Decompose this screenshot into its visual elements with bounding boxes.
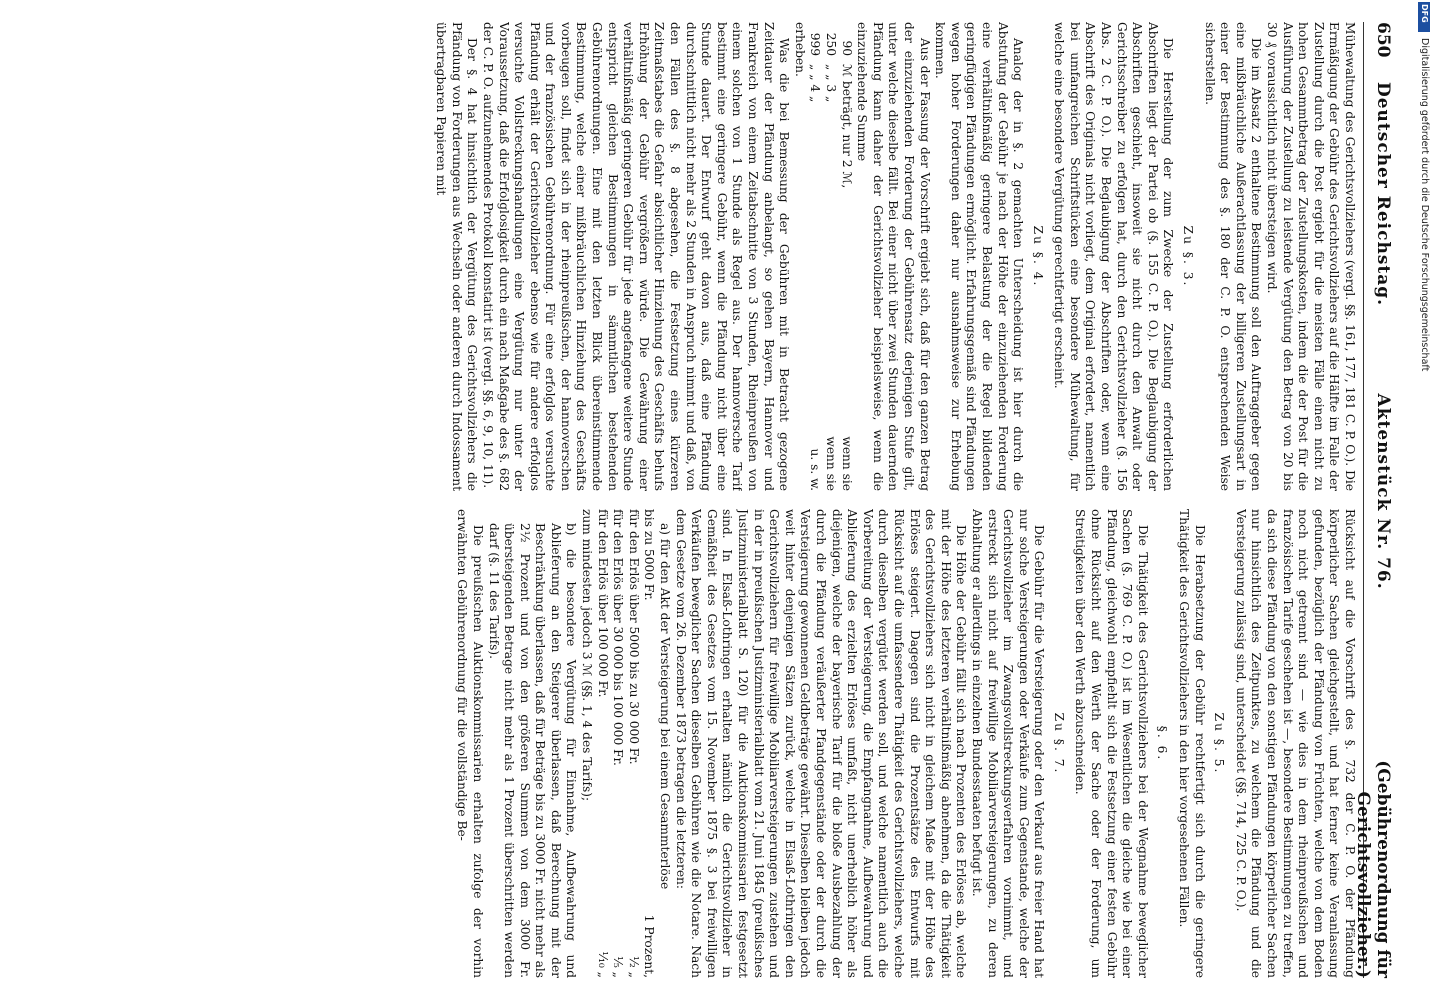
section-heading: Zu §. 7.: [1051, 712, 1066, 775]
paragraph: Analog der in §. 2 gemachten Unterscheidung ist hier durch die Abstufung der Gebühr je nach der Höhe der einzuziehenden Forderung eine verhältnißmäßig geringere Belastung der die Regel bildenden geringfügigen Pfändungen ermöglicht. Erfahrungsgemäß sind Pfändungen wegen hoher Forderungen daher nur ausnahmsweise zur Erhebung kommen.: [933, 22, 1026, 491]
section-heading: Zu §. 4.: [1030, 225, 1045, 288]
fee-row: für den Erlös über 30 000 bis 100 000 Fr. ⅕ „: [611, 509, 626, 978]
list-item: a) für den Akt der Versteigerung bei einem Gesammterlöse: [658, 523, 673, 890]
example-row: 250 „ „ 3 „ wenn sie: [824, 32, 838, 491]
fee-row: bis zu 5000 Fr. 1 Prozent,: [642, 509, 657, 978]
page-number: 650: [1373, 22, 1393, 58]
example-row: 90 ℳ beträgt, nur 2 ℳ, wenn sie: [839, 40, 854, 491]
paragraph: Der §. 4 hat hinsichtlich der Vergütung des Gerichtsvollziehers die Pfändung von Forderungen aus Wechseln oder anderen durch Indossament übertragbaren Papieren mit: [434, 22, 480, 491]
paragraph: Aus der Fassung der Vorschrift ergiebt sich, daß für den ganzen Betrag der einzuziehenden Forderung der Gebührensatz derjenigen Stufe gilt, unter welche dieselbe fällt. Bei einer nicht über zwei Stunden dauernden Pfändung kann daher der Gerichtsvollzieher beispielsweise, wenn die einzuziehende Summe: [855, 22, 932, 491]
fee-row: für den Erlös über 100 000 Fr. ⅒ „: [595, 509, 610, 978]
digitization-credit: [1418, 0, 1430, 1000]
digitization-credit-text: Digitalisierung gefördert durch die Deutsche Forschungsgemeinschaft: [1419, 38, 1430, 372]
paragraph: Was die bei Bemessung der Gebühren mit in Betracht gezogene Zeitdauer der Pfändung anbelangt, so gehen Bayern, Hannover und Frankreich von einem Zeitabschnitte von 3 Stunden, Rheinpreußen von einem solchen von 1 Stunde als Regel aus. Der hannoversche Tarif bestimmt eine geringere Gebühr, wenn die Pfändung nicht über eine Stunde dauert. Der Entwurf geht davon aus, daß eine Pfändung durchschnittlich nicht mehr als 2 Stunden in Anspruch nimmt und daß, von den Fällen des §. 8 abgesehen, die Festsetzung eines kürzeren Zeitmaßstabes die Gefahr absichtlicher Hinziehung des Geschäfts behufs Erhöhung der Gebühr vergrößern würde. Die Gewährung einer verhältnißmäßig geringeren Gebühr für jede angefangene weitere Stunde entspricht gleichen Bestimmungen in sämmtlichen bestehenden Gebührenordnungen. Eine mit den letzten Blick übereinstimmende Bestimmung, welche einer mißbräuchlichen Hinziehung des Geschäfts vorbeugen soll, findet sich in der rheinpreußischen, der hannoverschen und der französischen Gebührenordnung. Für eine erfolglos versuchte Pfändung erhält der Gerichtsvollzieher ebenso wie für andere erfolglos versuchte Vollstreckungshandlungen eine Vergütung nur unter der Voraussetzung, daß die Erfolglosigkeit durch ein nach Maßgabe des §. 682 der C. P. O. aufzunehmendes Protokoll konstatirt ist (vergl. §§. 6, 9, 10, 11).: [480, 22, 792, 491]
page-header: [1353, 22, 1393, 978]
paragraph: Mühewaltung des Gerichtsvollziehers (vergl. §§. 161, 177, 181 C. P. O.). Die Ermäßigung der Gebühr des Gerichtsvollziehers auf die Hälfte im Falle der Zustellung durch die Post ergiebt für die meisten Fälle einen nicht zu hohen Gesammtbetrag der Zustellungskosten, indem die der Post für die Ausführung der Zustellung zu leistende Vergütung den Betrag von 20 bis 30 ₰ voraussichtlich nicht übersteigen wird.: [1265, 22, 1357, 491]
header-publication: Deutscher Reichstag.: [1373, 82, 1393, 307]
paragraph: Die Herabsetzung der Gebühr rechtfertigt sich durch die geringere Thätigkeit des Gerichtsvollziehers in den hier vorgesehenen Fällen.: [1177, 509, 1207, 978]
paragraph: erheben.: [792, 22, 807, 77]
section-heading: Zu §. 5.: [1212, 712, 1227, 775]
paragraph: Die im Absatz 2 enthaltene Bestimmung soll den Auftraggeber gegen eine mißbräuchliche Außerachtlassung der billigeren Zustellungsart in einer der Bestimmung des §. 180 der C. P. O. entsprechenden Weise sicherstellen.: [1202, 22, 1264, 491]
section-heading: §. 6.: [1155, 725, 1170, 762]
section-heading: Zu §. 3.: [1181, 225, 1196, 288]
dfg-logo: DFG: [1418, 2, 1430, 32]
header-subject: (Gebührenordnung für Gerichtsvollzieher.): [1353, 760, 1393, 978]
header-document-number: Aktenstück Nr. 76.: [1373, 393, 1393, 590]
example-row: 999 „ „ 4 „ u. s. w.: [808, 32, 823, 491]
list-item: b) die besondere Vergütung für Einnahme, Aufbewahrung und Ablieferung an den Steigerer überlassen, daß Berechnung mit der Beschränkung überlassen, daß für Beträge bis zu 3000 Fr. nicht mehr als 2½ Prozent und von den größeren Summen von dem 3000 Fr. übersteigenden Betrage nicht mehr als 1 Prozent überschritten werden darf (§. 11 des Tarifs).: [486, 523, 579, 978]
paragraph: Die Gebühr für die Versteigerung oder den Verkauf aus freier Hand hat nur solche Versteigerungen oder Verkäufe zum Gegenstande, welche der Gerichtsvollzieher im Zwangsvollstreckungsverfahren vornimmt, und erstreckt sich nicht auf freiwillige Mobiliarversteigerungen, zu deren Abhaltung er allerdings in einzelnen Bundesstaaten befugt ist.: [969, 509, 1047, 978]
text-column-right: [7, 509, 1357, 978]
text-column-left: [7, 22, 1357, 491]
paragraph: Die Höhe der Gebühr fällt sich nach Prozenten des Erlöses ab, welche mit der Höhe des letzteren verhältnißmäßig abnehmen, da die Thätigkeit des Gerichtsvollziehers sich nicht in gleichem Maße mit der Höhe des Erlöses steigert. Dagegen sind die Prozentsätze des Entwurfs mit Rücksicht auf die umfassendere Thätigkeit des Gerichtsvollziehers, welche durch dieselben vergütet werden soll, und welche namentlich auch die Vorbereitung der Versteigerung, die Empfangnahme, Aufbewahrung und Ablieferung des erzielten Erlöses umfaßt, nicht unerheblich höher als diejenigen, welche der bayerische Tarif für die bloße Ausbezahlung der durch die Pfändung veräußerter Pfandgegenstände oder der durch die Versteigerung gewonnenen Geldbeträge gewährt. Dieselben bleiben jedoch weit hinter denjenigen Sätzen zurück, welche in Elsaß-Lothringen den Gerichtsvollziehern für freiwillige Mobiliarversteigerungen zustehen und in der in preußischen Justizministerialblatt vom 21. Juni 1845 (preußisches Justizministerialblatt S. 120) für die Auktionskommissarien festgesetzt sind. In Elsaß-Lothringen erhalten nämlich die Gerichtsvollzieher in Gemäßheit des Gesetzes vom 15. November 1875 §. 3 bei freiwilligen Verkäufen beweglicher Sachen dieselben Gebühren wie die Notare. Nach dem Gesetze vom 26. Dezember 1873 betragen die letzteren:: [673, 509, 969, 978]
fee-row: für den Erlös über 5000 bis zu 30 000 Fr. ½ „: [626, 509, 641, 978]
paragraph: zum mindesten jedoch 3 ℳ (§§. 1, 4 des Tarifs);: [580, 509, 595, 802]
paragraph: Die Thätigkeit des Gerichtsvollziehers bei der Wegnahme beweglicher Sachen (§. 769 C. P. O.) ist im Wesentlichen die gleiche wie bei einer Pfändung, gleichwohl empfiehlt sich die Festsetzung einer festen Gebühr ohne Rücksicht auf den Werth der Sache oder der Forderung, um Streitigkeiten über den Werth abzuschneiden.: [1073, 509, 1150, 978]
paragraph: Die Herstellung der zum Zwecke der Zustellung erforderlichen Abschriften liegt der Partei ob (§. 155 C. P. O.). Die Beglaubigung der Abschriften geschieht, insoweit sie nicht durch den Anwalt oder Gerichtsschreiber zu erfolgen hat, durch den Gerichtsvollzieher (§. 156 Abs. 2 C. P. O.). Die Beglaubigung der Abschriften oder, wenn eine Abschrift des Originals nicht vorliegt, dem Original erfordert, namentlich bei umfangreichen Schriftstücken eine besondere Mühewaltung, für welche eine besondere Vergütung gerechtfertigt erscheint.: [1052, 22, 1176, 491]
paragraph: Rücksicht auf die Vorschrift des §. 732 der C. P. O. der Pfändung körperlicher Sachen gleichgestellt, und hat ferner keine Veranlassung gefunden, bezüglich der Pfändung von Früchten, welche von dem Boden noch nicht getrennt sind — wie dies in dem rheinpreußischen und französischen Tarife geschehen ist —, besondere Bestimmungen zu treffen, da sich diese Pfändung von den sonstigen Pfändungen körperlicher Sachen nur hinsichtlich des Zeitpunktes, zu welchem die Pfändung und die Versteigerung zulässig sind, unterscheidet (§§. 714, 725 C. P. O.).: [1233, 509, 1357, 978]
paragraph: Die preußischen Auktionskommissarien erhalten zufolge der vorhin erwähnten Gebührenordnung für die vollständige Be-: [455, 509, 485, 978]
